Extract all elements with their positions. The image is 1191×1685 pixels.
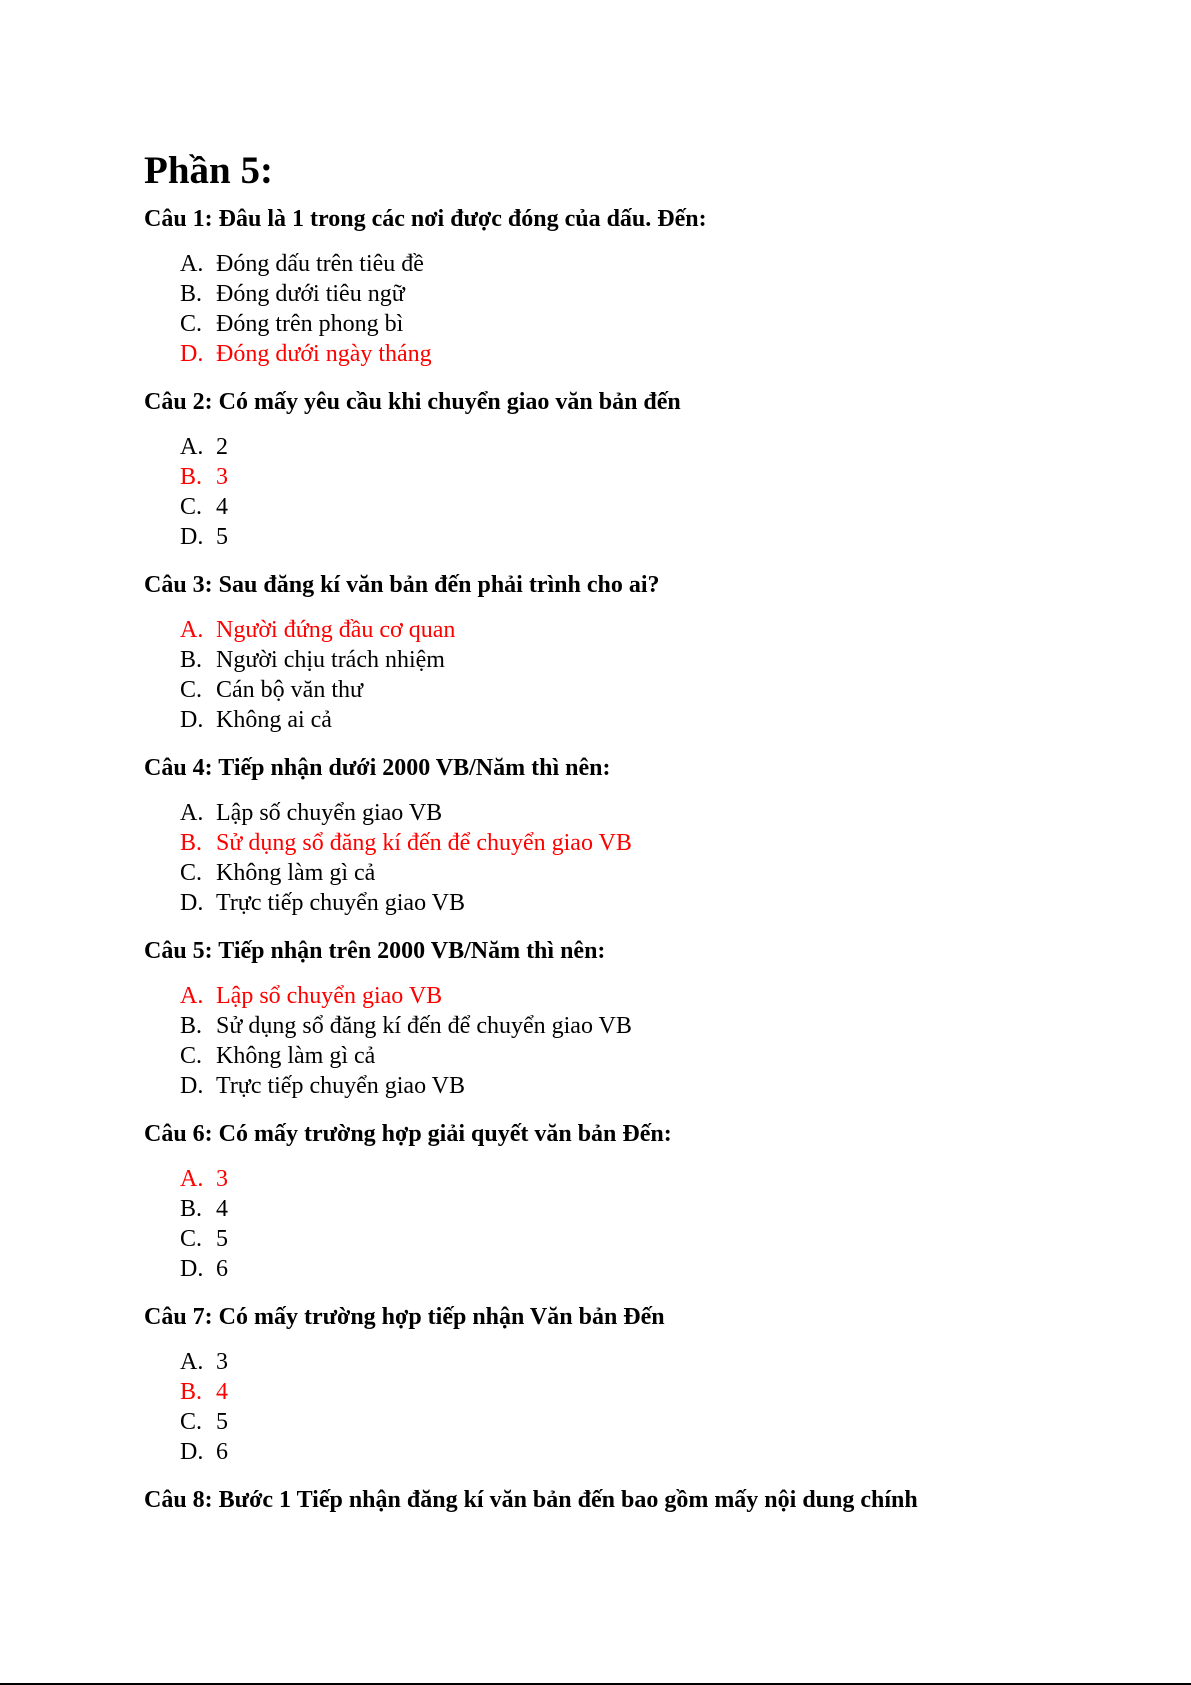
answer-options bbox=[144, 1347, 1044, 1467]
answer-option-d: D. Đóng dưới ngày tháng bbox=[180, 341, 432, 367]
answer-option-a: A. 2 bbox=[180, 434, 228, 460]
question-1 bbox=[144, 204, 1044, 369]
answer-option-c: C. Không làm gì cả bbox=[180, 1043, 376, 1069]
question-text: Câu 5: Tiếp nhận trên 2000 VB/Năm thì nên: bbox=[144, 938, 606, 964]
answer-option-d: D. Không ai cả bbox=[180, 707, 332, 733]
answer-option-b: B. 4 bbox=[180, 1196, 228, 1222]
answer-options bbox=[144, 432, 1044, 552]
answer-option-a: A. Lập số chuyển giao VB bbox=[180, 800, 443, 826]
answer-option-c: C. Không làm gì cả bbox=[180, 860, 376, 886]
question-text: Câu 2: Có mấy yêu cầu khi chuyển giao văn bản đến bbox=[144, 389, 681, 415]
question-text: Câu 3: Sau đăng kí văn bản đến phải trình cho ai? bbox=[144, 572, 660, 598]
question-text: Câu 8: Bước 1 Tiếp nhận đăng kí văn bản đến bao gồm mấy nội dung chính bbox=[144, 1487, 918, 1513]
question-8 bbox=[144, 1485, 1044, 1515]
answer-option-a: A. Người đứng đầu cơ quan bbox=[180, 617, 456, 643]
answer-option-d: D. 6 bbox=[180, 1439, 228, 1465]
answer-options bbox=[144, 249, 1044, 369]
answer-option-c: C. 4 bbox=[180, 494, 228, 520]
question-6 bbox=[144, 1119, 1044, 1284]
answer-options bbox=[144, 981, 1044, 1101]
question-2 bbox=[144, 387, 1044, 552]
answer-options bbox=[144, 615, 1044, 735]
question-text: Câu 7: Có mấy trường hợp tiếp nhận Văn bản Đến bbox=[144, 1304, 665, 1330]
answer-option-c: C. Đóng trên phong bì bbox=[180, 311, 404, 337]
question-text: Câu 4: Tiếp nhận dưới 2000 VB/Năm thì nên: bbox=[144, 755, 611, 781]
document-content bbox=[144, 146, 1044, 1530]
answer-option-d: D. 5 bbox=[180, 524, 228, 550]
answer-option-b: B. 3 bbox=[180, 464, 228, 490]
answer-option-a: A. 3 bbox=[180, 1166, 228, 1192]
question-text: Câu 6: Có mấy trường hợp giải quyết văn bản Đến: bbox=[144, 1121, 672, 1147]
question-7 bbox=[144, 1302, 1044, 1467]
answer-option-a: A. 3 bbox=[180, 1349, 228, 1375]
answer-option-a: A. Lập sổ chuyển giao VB bbox=[180, 983, 443, 1009]
answer-option-b: B. Đóng dưới tiêu ngữ bbox=[180, 281, 405, 307]
answer-option-b: B. 4 bbox=[180, 1379, 228, 1405]
answer-option-d: D. 6 bbox=[180, 1256, 228, 1282]
answer-option-c: C. Cán bộ văn thư bbox=[180, 677, 363, 703]
question-3 bbox=[144, 570, 1044, 735]
answer-option-d: D. Trực tiếp chuyển giao VB bbox=[180, 890, 465, 916]
answer-option-c: C. 5 bbox=[180, 1409, 228, 1435]
answer-options bbox=[144, 798, 1044, 918]
answer-option-b: B. Sử dụng sổ đăng kí đến để chuyển giao VB bbox=[180, 1013, 632, 1039]
question-text: Câu 1: Đâu là 1 trong các nơi được đóng của dấu. Đến: bbox=[144, 206, 707, 232]
answer-option-a: A. Đóng dấu trên tiêu đề bbox=[180, 251, 424, 277]
answer-option-b: B. Sử dụng sổ đăng kí đến để chuyển giao VB bbox=[180, 830, 632, 856]
answer-options bbox=[144, 1164, 1044, 1284]
answer-option-c: C. 5 bbox=[180, 1226, 228, 1252]
answer-option-b: B. Người chịu trách nhiệm bbox=[180, 647, 445, 673]
question-5 bbox=[144, 936, 1044, 1101]
answer-option-d: D. Trực tiếp chuyển giao VB bbox=[180, 1073, 465, 1099]
question-4 bbox=[144, 753, 1044, 918]
section-title: Phần 5: bbox=[144, 149, 273, 192]
